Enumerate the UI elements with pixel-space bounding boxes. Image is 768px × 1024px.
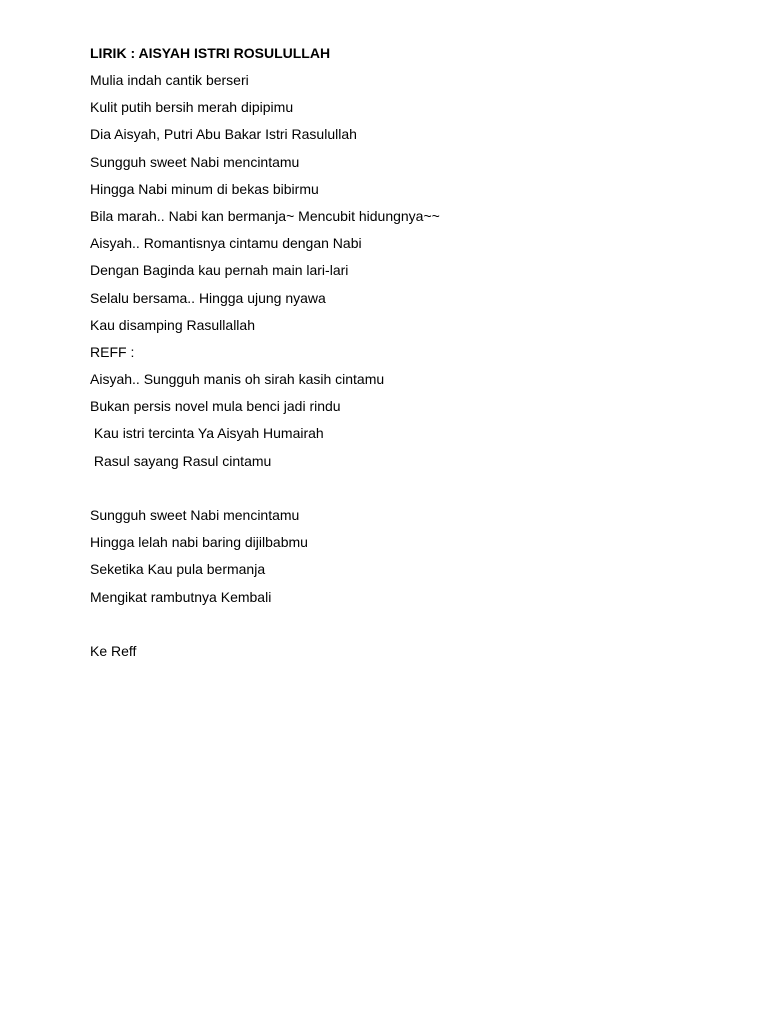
blank-line xyxy=(90,614,730,641)
lyric-line: Rasul sayang Rasul cintamu xyxy=(90,452,272,469)
reff-heading: REFF : xyxy=(90,343,135,360)
lyric-line: Dengan Baginda kau pernah main lari-lari xyxy=(90,262,349,279)
lyric-line: Hingga Nabi minum di bekas bibirmu xyxy=(90,180,319,197)
lyric-line: Kau istri tercinta Ya Aisyah Humairah xyxy=(90,425,324,442)
lyric-line: Seketika Kau pula bermanja xyxy=(90,561,266,578)
lyric-line: Aisyah.. Sungguh manis oh sirah kasih cintamu xyxy=(90,371,385,388)
lyric-line: Bila marah.. Nabi kan bermanja~ Mencubit hidungnya~~ xyxy=(90,207,440,224)
lyric-line: Dia Aisyah, Putri Abu Bakar Istri Rasulullah xyxy=(90,126,357,143)
lyric-line: Aisyah.. Romantisnya cintamu dengan Nabi xyxy=(90,235,362,252)
blank-line xyxy=(90,478,730,505)
document-title: LIRIK : AISYAH ISTRI ROSULULLAH xyxy=(90,45,331,61)
lyric-line: Sungguh sweet Nabi mencintamu xyxy=(90,507,300,523)
lyric-line: Bukan persis novel mula benci jadi rindu xyxy=(90,398,341,415)
lyric-line: Kulit putih bersih merah dipipimu xyxy=(90,99,294,116)
lyric-line: Kau disamping Rasullallah xyxy=(90,316,255,333)
lyrics-body xyxy=(90,43,730,668)
lyric-line: Mulia indah cantik berseri xyxy=(90,72,249,88)
lyric-line: Mengikat rambutnya Kembali xyxy=(90,588,272,605)
lyric-line: Selalu bersama.. Hingga ujung nyawa xyxy=(90,289,326,306)
lyric-line: Sungguh sweet Nabi mencintamu xyxy=(90,153,300,170)
ke-reff-line: Ke Reff xyxy=(90,642,137,659)
lyric-line: Hingga lelah nabi baring dijilbabmu xyxy=(90,534,308,551)
